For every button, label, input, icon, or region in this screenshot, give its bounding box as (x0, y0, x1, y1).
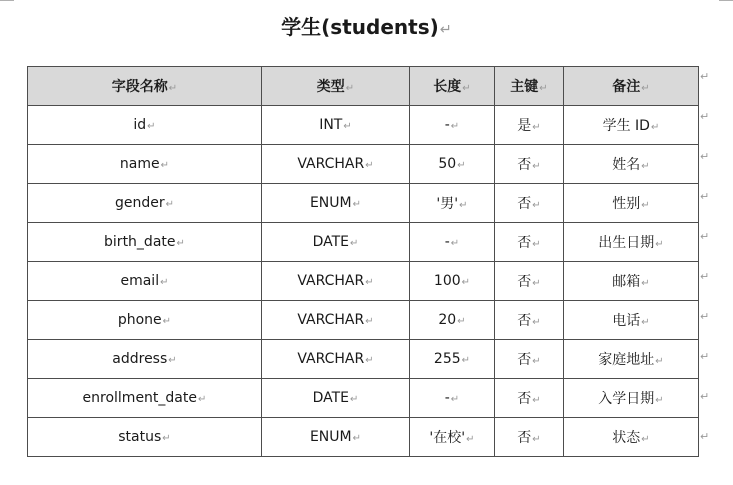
paragraph-mark-icon: ↵ (160, 160, 170, 171)
paragraph-mark-icon: ↵ (532, 317, 541, 328)
table-cell (28, 223, 262, 262)
table-row (28, 223, 699, 262)
table-cell (28, 379, 262, 418)
cell-text: birth_date (104, 234, 176, 250)
cell-text: DATE (312, 390, 349, 406)
table-row (28, 418, 699, 457)
cell-text: INT (319, 117, 343, 133)
row-end-mark-icon: ↵ (700, 190, 710, 203)
paragraph-mark-icon: ↵ (641, 200, 650, 211)
paragraph-mark-icon: ↵ (162, 316, 172, 327)
cell-text: 否 (517, 235, 532, 251)
table-cell (262, 418, 410, 457)
cell-text: ENUM (309, 429, 352, 445)
paragraph-mark-icon: ↵ (461, 355, 471, 366)
paragraph-mark-icon: ↵ (641, 317, 650, 328)
paragraph-mark-icon: ↵ (450, 121, 460, 132)
row-end-mark-icon: ↵ (700, 70, 710, 83)
column-header (28, 67, 262, 106)
cell-text: - (444, 117, 450, 133)
paragraph-mark-icon: ↵ (650, 122, 660, 133)
cell-text: name (119, 156, 160, 172)
column-header-label: 长度 (433, 79, 462, 95)
cell-text: VARCHAR (297, 312, 365, 328)
table-cell (262, 262, 410, 301)
table-cell (262, 223, 410, 262)
paragraph-mark-icon: ↵ (343, 121, 352, 132)
paragraph-mark-icon: ↵ (462, 83, 471, 94)
table-cell (262, 184, 410, 223)
table-row (28, 145, 699, 184)
table-cell (564, 418, 699, 457)
cell-text: 否 (517, 313, 532, 329)
paragraph-mark-icon: ↵ (532, 395, 541, 406)
cell-text: VARCHAR (297, 156, 365, 172)
table-cell (564, 106, 699, 145)
paragraph-mark-icon: ↵ (345, 83, 355, 94)
table-body (28, 106, 699, 457)
cell-text: 255 (433, 351, 461, 367)
paragraph-mark-icon: ↵ (352, 199, 362, 210)
paragraph-mark-icon: ↵ (532, 278, 541, 289)
column-header (410, 67, 495, 106)
cell-text: enrollment_date (82, 390, 197, 406)
paragraph-mark-icon: ↵ (165, 199, 175, 210)
schema-table (27, 66, 699, 457)
cell-text: 否 (517, 352, 532, 368)
table-cell (564, 301, 699, 340)
paragraph-mark-icon: ↵ (349, 394, 359, 405)
cell-text: 否 (517, 274, 532, 290)
cell-text: - (444, 390, 450, 406)
paragraph-mark-icon: ↵ (532, 239, 541, 250)
table-row (28, 301, 699, 340)
paragraph-mark-icon: ↵ (450, 238, 460, 249)
table-cell (28, 184, 262, 223)
cell-text: 否 (517, 391, 532, 407)
table-cell (495, 223, 564, 262)
paragraph-mark-icon: ↵ (655, 239, 664, 250)
cell-text: 性别 (612, 196, 641, 212)
table-cell (410, 262, 495, 301)
column-header (262, 67, 410, 106)
cell-text: 否 (517, 430, 532, 446)
row-end-mark-icon: ↵ (700, 150, 710, 163)
table-cell (564, 262, 699, 301)
column-header-label: 主键 (510, 79, 539, 95)
table-cell (410, 379, 495, 418)
row-end-mark-icon: ↵ (700, 230, 710, 243)
table-cell (28, 340, 262, 379)
cell-text: ENUM (309, 195, 352, 211)
table-cell (564, 340, 699, 379)
paragraph-mark-icon: ↵ (532, 122, 541, 133)
row-end-marks (700, 66, 714, 466)
table-cell (28, 418, 262, 457)
paragraph-mark-icon: ↵ (160, 277, 169, 288)
column-header-label: 类型 (316, 79, 345, 95)
paragraph-mark-icon: ↵ (457, 316, 466, 327)
cell-text: 是 (517, 118, 532, 134)
paragraph-mark-icon: ↵ (655, 395, 664, 406)
row-end-mark-icon: ↵ (700, 310, 710, 323)
cell-text: 姓名 (612, 157, 641, 173)
column-header (564, 67, 699, 106)
paragraph-mark-icon: ↵ (365, 316, 374, 327)
table-cell (410, 418, 495, 457)
paragraph-mark-icon: ↵ (532, 356, 541, 367)
cell-text: 出生日期 (598, 235, 655, 251)
page-corner-mark-left (0, 0, 14, 1)
page-corner-mark-right (719, 0, 733, 1)
cell-text: 否 (517, 196, 532, 212)
table-cell (262, 106, 410, 145)
table-row (28, 379, 699, 418)
table-cell (495, 301, 564, 340)
cell-text: '在校' (429, 430, 466, 446)
table-cell (262, 340, 410, 379)
cell-text: address (112, 351, 168, 367)
paragraph-mark-icon: ↵ (365, 355, 374, 366)
column-header-label: 字段名称 (111, 79, 168, 95)
paragraph-mark-icon: ↵ (532, 434, 541, 445)
cell-text: 状态 (612, 430, 641, 446)
paragraph-mark-icon: ↵ (466, 434, 475, 445)
paragraph-mark-icon: ↵ (532, 200, 541, 211)
table-cell (28, 262, 262, 301)
table-cell (262, 379, 410, 418)
table-cell (410, 340, 495, 379)
table-cell (564, 379, 699, 418)
paragraph-mark-icon: ↵ (352, 433, 362, 444)
cell-text: VARCHAR (297, 351, 365, 367)
table-cell (28, 301, 262, 340)
table-title-text: 学生(students) (281, 15, 439, 39)
paragraph-mark-icon: ↵ (198, 394, 207, 405)
cell-text: DATE (312, 234, 349, 250)
paragraph-mark-icon: ↵ (365, 160, 374, 171)
paragraph-mark-icon: ↵ (641, 434, 650, 445)
table-cell (262, 301, 410, 340)
paragraph-mark-icon: ↵ (349, 238, 359, 249)
table-cell (564, 184, 699, 223)
cell-text: VARCHAR (297, 273, 365, 289)
row-end-mark-icon: ↵ (700, 430, 710, 443)
table-cell (410, 106, 495, 145)
table-row (28, 106, 699, 145)
table-cell (564, 223, 699, 262)
table-cell (28, 145, 262, 184)
table-cell (495, 340, 564, 379)
table-cell (410, 223, 495, 262)
table-header-row (28, 67, 699, 106)
paragraph-mark-icon: ↵ (176, 238, 185, 249)
table-cell (495, 184, 564, 223)
cell-text: 20 (438, 312, 457, 328)
column-header-label: 备注 (612, 79, 641, 95)
paragraph-mark-icon: ↵ (655, 356, 664, 367)
paragraph-mark-icon: ↵ (641, 161, 650, 172)
cell-text: 学生 ID (602, 118, 650, 134)
cell-text: 入学日期 (598, 391, 655, 407)
paragraph-mark-icon: ↵ (168, 83, 178, 94)
cell-text: phone (117, 312, 162, 328)
table-cell (410, 184, 495, 223)
row-end-mark-icon: ↵ (700, 350, 710, 363)
table-row (28, 262, 699, 301)
row-end-mark-icon: ↵ (700, 110, 710, 123)
table-row (28, 184, 699, 223)
table-cell (495, 418, 564, 457)
row-end-mark-icon: ↵ (700, 270, 710, 283)
row-end-mark-icon: ↵ (700, 390, 710, 403)
paragraph-mark-icon: ↵ (461, 277, 471, 288)
paragraph-mark-icon: ↵ (365, 277, 374, 288)
paragraph-mark-icon: ↵ (147, 121, 156, 132)
table-cell (495, 106, 564, 145)
table-row (28, 340, 699, 379)
table-cell (28, 106, 262, 145)
paragraph-mark-icon: ↵ (459, 200, 468, 211)
paragraph-mark-icon: ↵ (439, 22, 452, 38)
cell-text: email (120, 273, 160, 289)
cell-text: 家庭地址 (598, 352, 655, 368)
table-cell (410, 145, 495, 184)
paragraph-mark-icon: ↵ (539, 83, 548, 94)
cell-text: 邮箱 (612, 274, 641, 290)
cell-text: 50 (438, 156, 457, 172)
paragraph-mark-icon: ↵ (168, 355, 177, 366)
table-cell (262, 145, 410, 184)
column-header (495, 67, 564, 106)
cell-text: 否 (517, 157, 532, 173)
table-cell (564, 145, 699, 184)
paragraph-mark-icon: ↵ (641, 83, 650, 94)
table-title (0, 12, 733, 45)
paragraph-mark-icon: ↵ (450, 394, 460, 405)
cell-text: '男' (436, 196, 459, 212)
paragraph-mark-icon: ↵ (162, 433, 171, 444)
cell-text: id (133, 117, 147, 133)
paragraph-mark-icon: ↵ (457, 160, 466, 171)
cell-text: 电话 (612, 313, 641, 329)
table-cell (410, 301, 495, 340)
cell-text: status (118, 429, 162, 445)
paragraph-mark-icon: ↵ (532, 161, 541, 172)
table-cell (495, 262, 564, 301)
cell-text: 100 (433, 273, 461, 289)
table-cell (495, 379, 564, 418)
table-cell (495, 145, 564, 184)
cell-text: gender (114, 195, 165, 211)
paragraph-mark-icon: ↵ (641, 278, 650, 289)
cell-text: - (444, 234, 450, 250)
